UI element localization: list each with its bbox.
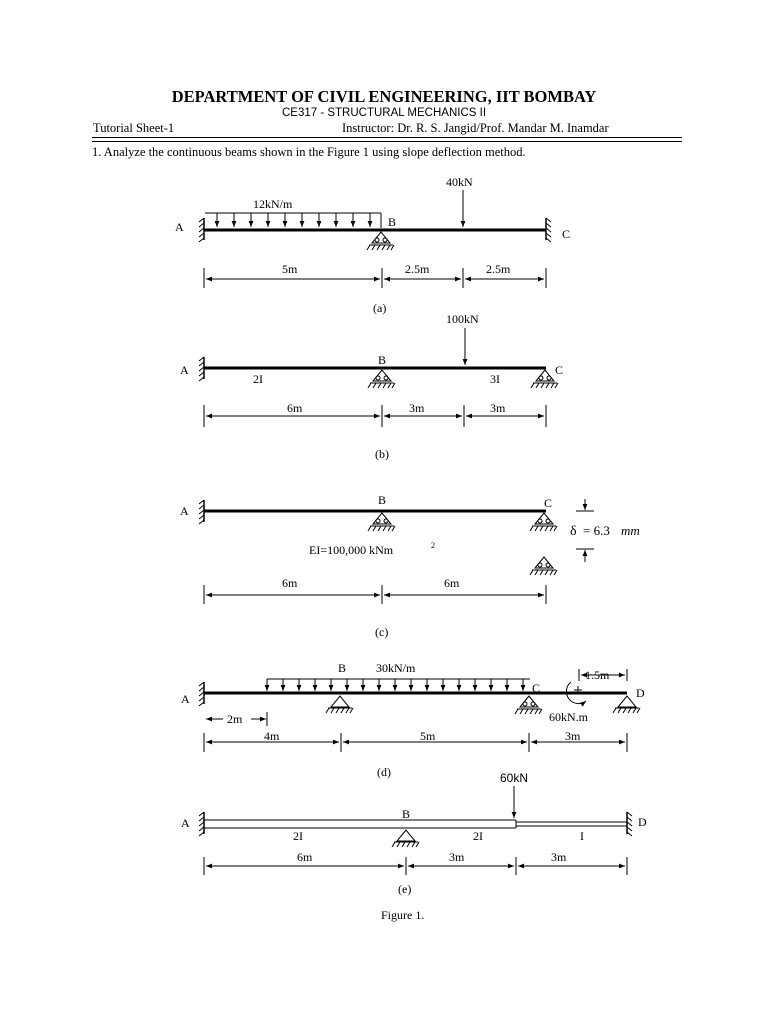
stiffness-label: 2I (253, 372, 263, 386)
rigidity-label: EI=100,000 kNm (309, 543, 394, 557)
dimension-label: 6m (282, 576, 298, 590)
settlement-unit: mm (621, 523, 640, 538)
node-label-c: C (562, 227, 571, 241)
node-label-b: B (378, 493, 387, 507)
stiffness-label: 2I (473, 829, 483, 843)
department-heading: DEPARTMENT OF CIVIL ENGINEERING, IIT BOMBAY (171, 87, 597, 106)
instructor-line: Instructor: Dr. R. S. Jangid/Prof. Mandar M. Inamdar (342, 121, 609, 135)
overhang-dimension-label: 1.5m (585, 668, 610, 682)
dimension-lines (204, 585, 546, 604)
distributed-load (267, 679, 530, 691)
roller-support-b (367, 232, 394, 250)
fixed-support-c (546, 218, 551, 242)
beam-figure-a (175, 175, 570, 315)
stiffness-label: 3I (490, 372, 500, 386)
fixed-support-a (199, 682, 204, 706)
node-label-a: A (181, 816, 190, 830)
roller-support-b (368, 513, 395, 531)
udl-label: 30kN/m (376, 661, 416, 675)
node-label-a: A (180, 363, 189, 377)
node-label-a: A (181, 692, 190, 706)
point-load-label: 40kN (446, 175, 473, 189)
dimension-label: 6m (287, 401, 303, 415)
beam-figure-c (180, 493, 640, 639)
node-label-b: B (388, 215, 397, 229)
node-label-c: C (532, 681, 541, 695)
node-label-d: D (636, 686, 645, 700)
figure-caption-b: (b) (375, 447, 389, 461)
stepped-beam (204, 820, 627, 828)
pin-support-b (392, 830, 419, 847)
roller-support-b (368, 370, 395, 388)
fixed-support-d (627, 812, 632, 836)
node-label-c: C (555, 363, 564, 377)
node-label-c: C (544, 496, 553, 510)
settlement-value: = 6.3 (583, 523, 610, 538)
moment-label: 60kN.m (549, 710, 588, 724)
beam-figure-d (181, 661, 645, 779)
point-load-label: 100kN (446, 312, 479, 326)
fixed-support-a (199, 812, 204, 836)
dimension-label: 5m (282, 262, 298, 276)
tutorial-number: Tutorial Sheet-1 (93, 121, 175, 135)
point-load-label: 60kN (500, 771, 529, 785)
udl-label: 12kN/m (253, 197, 293, 211)
offset-dimension-label: 2m (227, 712, 243, 726)
dimension-label: 4m (264, 729, 280, 743)
roller-support-c (515, 696, 542, 714)
course-title: CE317 - STRUCTURAL MECHANICS II (281, 107, 487, 119)
settlement-symbol: δ (570, 524, 577, 539)
beam-figure-b (180, 312, 563, 461)
node-label-d: D (638, 815, 647, 829)
fixed-support-a (199, 357, 204, 381)
roller-support-c (531, 370, 558, 388)
dimension-label: 6m (444, 576, 460, 590)
rigidity-superscript: 2 (431, 541, 435, 550)
roller-support-c (530, 513, 557, 531)
fixed-support-a (199, 500, 204, 524)
node-label-b: B (378, 353, 387, 367)
distributed-load (205, 213, 381, 228)
dimension-label: 2.5m (405, 262, 430, 276)
figure-caption-c: (c) (375, 625, 389, 639)
node-label-a: A (175, 220, 184, 234)
question-text: 1. Analyze the continuous beams shown in the Figure 1 using slope deflection method. (92, 145, 526, 159)
node-label-a: A (180, 504, 189, 518)
pin-support-b (326, 696, 353, 713)
dimension-label: 6m (297, 850, 313, 864)
fixed-support-a (199, 218, 204, 242)
dimension-label: 3m (551, 850, 567, 864)
figure-caption-e: (e) (398, 882, 412, 896)
figure-title: Figure 1. (381, 908, 425, 922)
settled-support-position (530, 557, 557, 575)
stiffness-label: 2I (293, 829, 303, 843)
node-label-b: B (402, 807, 411, 821)
figure-caption-d: (d) (377, 765, 391, 779)
dimension-label: 3m (565, 729, 581, 743)
beam-figure-e (181, 771, 647, 896)
dimension-label: 5m (420, 729, 436, 743)
dimension-label: 3m (449, 850, 465, 864)
dimension-label: 3m (409, 401, 425, 415)
stiffness-label: I (580, 829, 584, 843)
figure-caption-a: (a) (373, 301, 387, 315)
dimension-label: 2.5m (486, 262, 511, 276)
node-label-b: B (338, 661, 347, 675)
dimension-label: 3m (490, 401, 506, 415)
